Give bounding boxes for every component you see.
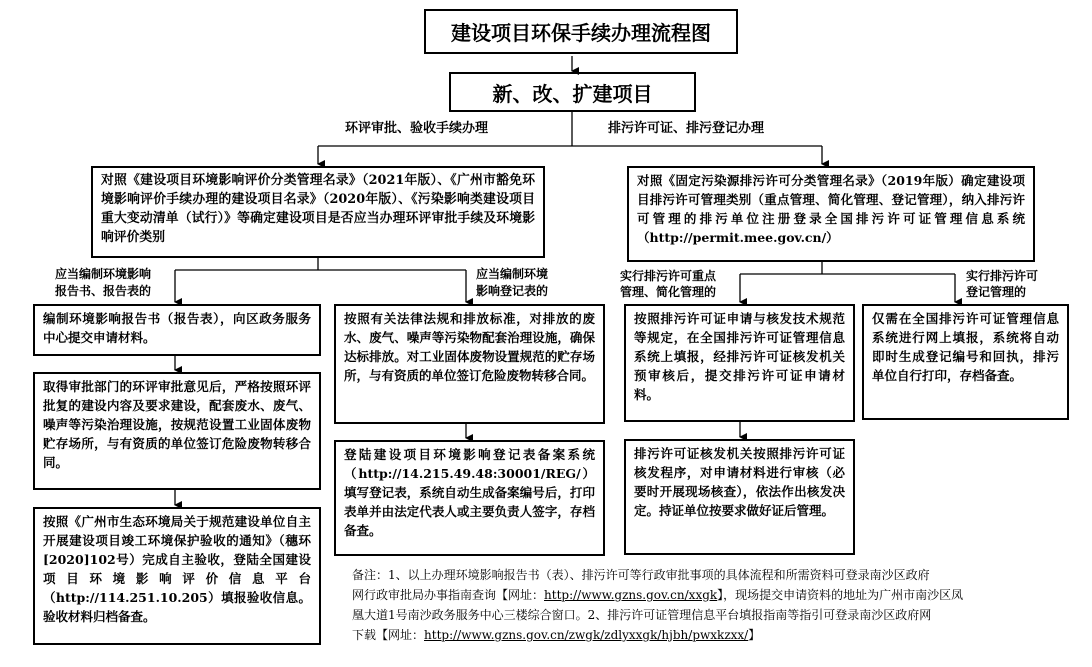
label-report-line1: 应当编制环境影响 (55, 267, 152, 281)
label-key-line2: 管理、简化管理的 (620, 285, 717, 299)
label-key-line1: 实行排污许可重点 (620, 269, 717, 283)
step-a3-box: 按照《广州市生态环境局关于规范建设单位自主开展建设项目竣工环境保护验收的通知》（穗环[2020]102号）完成自主验收，登陆全国建设项目环境影响评价信息平台（http://114.251.10.205）填报验收信息。验收材料归档备查。 (33, 507, 321, 645)
step-c1-box: 按照排污许可证申请与核发技术规范等规定，在全国排污许可证管理信息系统上填报，经排污许可证核发机关预审核后，提交排污许可证申请材料。 (624, 304, 855, 422)
step-a1-box: 编制环境影响报告书（报告表），向区政务服务中心提交申请材料。 (33, 304, 321, 356)
label-register-line1: 应当编制环境 (476, 267, 549, 281)
footnote-link-1[interactable]: http://www.gzns.gov.cn/xxgk (544, 588, 718, 602)
branch-label-left: 环评审批、验收手续办理 (345, 121, 489, 136)
label-permit-reg-line1: 实行排污许可 (966, 269, 1039, 283)
start-node: 新、改、扩建项目 (449, 72, 696, 112)
footnote-line4: 下载【网址：http://www.gzns.gov.cn/zwgk/zdlyxxgk/hjbh/pwxkzxx/】 (352, 628, 761, 642)
left-classify-box: 对照《建设项目环境影响评价分类管理名录》（2021年版）、《广州市豁免环境影响评价手续办理的建设项目名录》（2020年版）、《污染影响类建设项目重大变动清单（试行）》等确定建设项目是否应当办理环评审批手续及环境影响评价类别 (91, 166, 545, 258)
right-classify-box: 对照《固定污染源排污许可分类管理名录》（2019年版）确定建设项目排污许可管理类别（重点管理、简化管理、登记管理），纳入排污许可管理的排污单位注册登录全国排污许可证管理信息系统（http://permit.mee.gov.cn/） (627, 166, 1035, 262)
label-report-line2: 报告书、报告表的 (55, 284, 152, 298)
step-b1-box: 按照有关法律法规和排放标准，对排放的废水、废气、噪声等污染物配套治理设施，确保达标排放。对工业固体废物设置规范的贮存场所，与有资质的单位签订危险废物转移合同。 (334, 304, 605, 424)
step-a2-box: 取得审批部门的环评审批意见后，严格按照环评批复的建设内容及要求建设，配套废水、废气、噪声等污染治理设施，按规范设置工业固体废物贮存场所，与有资质的单位签订危险废物转移合同。 (33, 372, 321, 490)
page-title: 建设项目环保手续办理流程图 (424, 9, 738, 54)
step-d1-box: 仅需在全国排污许可证管理信息系统进行网上填报，系统将自动即时生成登记编号和回执，排污单位自行打印，存档备查。 (862, 304, 1069, 420)
step-c2-box: 排污许可证核发机关按照排污许可证核发程序，对申请材料进行审核（必要时开展现场核查），依法作出核发决定。持证单位按要求做好证后管理。 (624, 439, 855, 555)
step-b2-box: 登陆建设项目环境影响登记表备案系统（http://14.215.49.48:30001/REG/）填写登记表，系统自动生成备案编号后，打印表单并由法定代表人或主要负责人签字，存档备查。 (334, 440, 605, 556)
label-permit-reg-line2: 登记管理的 (966, 285, 1027, 299)
label-register-line2: 影响登记表的 (476, 284, 549, 298)
footnote-line1: 备注：1、以上办理环境影响报告书（表）、排污许可等行政审批事项的具体流程和所需资料可登录南沙区政府 (352, 568, 930, 582)
footnote-line3: 凰大道1号南沙政务服务中心三楼综合窗口。2、排污许可证管理信息平台填报指南等指引可登录南沙区政府网 (352, 608, 932, 622)
footnote-link-2[interactable]: http://www.gzns.gov.cn/zwgk/zdlyxxgk/hjbh/pwxkzxx/ (424, 628, 749, 642)
footnote-line2: 网行政审批局办事指南查询【网址：http://www.gzns.gov.cn/xxgk】，现场提交申请资料的地址为广州市南沙区凤 (352, 588, 964, 602)
footnote (352, 565, 1080, 645)
branch-label-right: 排污许可证、排污登记办理 (608, 121, 765, 136)
